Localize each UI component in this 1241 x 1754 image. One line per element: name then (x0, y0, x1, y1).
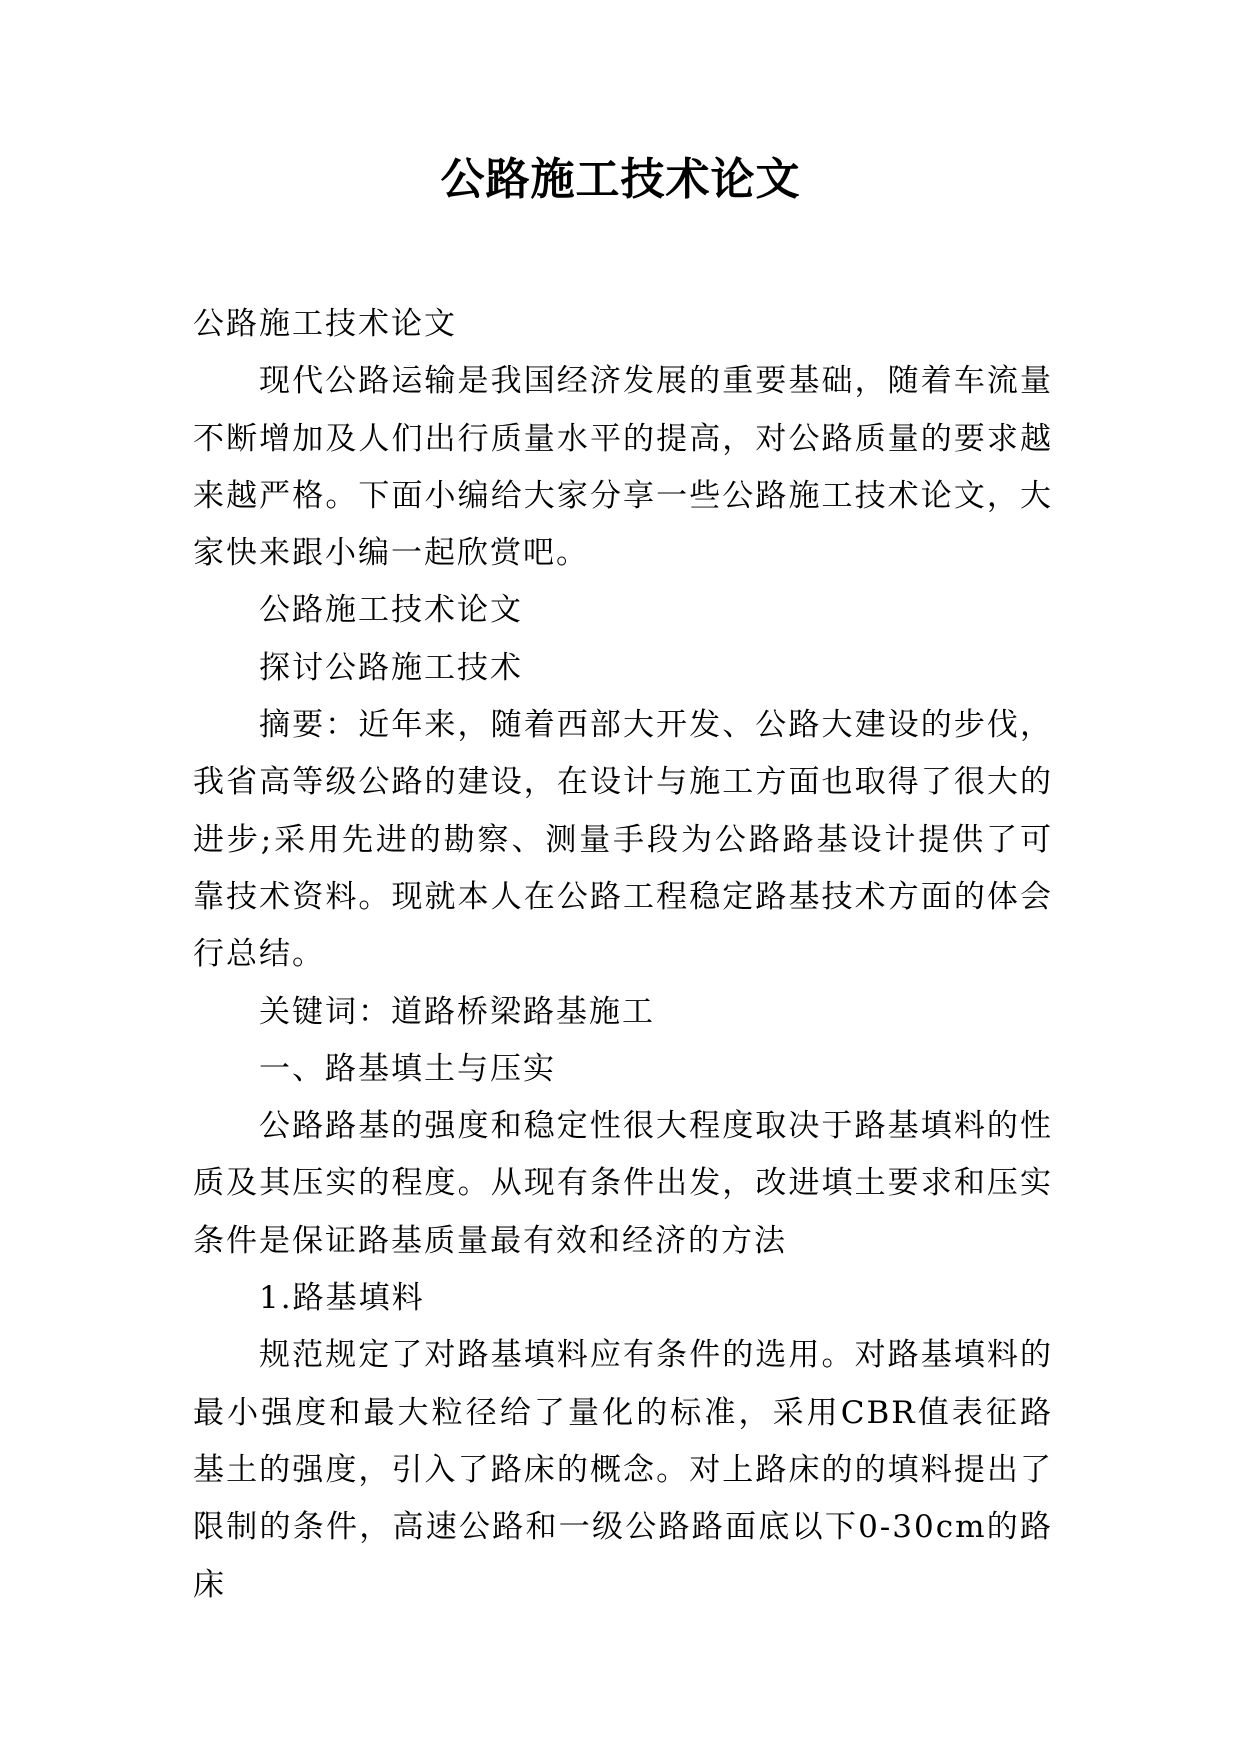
paragraph-keywords: 关键词：道路桥梁路基施工 (259, 993, 655, 1030)
paragraph-intro: 现代公路运输是我国经济发展的重要基础，随着车流量不断增加及人们出行质量水平的提高，对公路质量的要求越来越严格。下面小编给大家分享一些公路施工技术论文，大家快来跟小编一起欣赏吧。 (193, 363, 1053, 572)
paragraph-heading-repeat: 公路施工技术论文 (193, 306, 457, 342)
paragraph-subtitle: 探讨公路施工技术 (259, 649, 523, 686)
paragraph-abstract: 摘要：近年来，随着西部大开发、公路大建设的步伐，我省高等级公路的建设，在设计与施工方面也取得了很大的进步;采用先进的勘察、测量手段为公路路基设计提供了可靠技术资料。现就本人在公路工程稳定路基技术方面的体会行总结。 (193, 707, 1053, 973)
section-heading-1: 一、路基填土与压实 (259, 1050, 556, 1087)
paragraph-subsection-1-1-body: 规范规定了对路基填料应有条件的选用。对路基填料的最小强度和最大粒径给了量化的标准，采用CBR值表征路基土的强度，引入了路床的概念。对上路床的的填料提出了限制的条件，高速公路和一级公路路面底以下0-30cm的路床 (193, 1337, 1053, 1603)
paragraph-article-title: 公路施工技术论文 (259, 592, 523, 629)
document-body (193, 296, 1053, 1614)
document-title: 公路施工技术论文 (440, 154, 801, 205)
subsection-heading-1-1: 1.路基填料 (259, 1280, 425, 1317)
paragraph-section-1-body: 公路路基的强度和稳定性很大程度取决于路基填料的性质及其压实的程度。从现有条件出发，改进填土要求和压实条件是保证路基质量最有效和经济的方法 (193, 1108, 1053, 1259)
